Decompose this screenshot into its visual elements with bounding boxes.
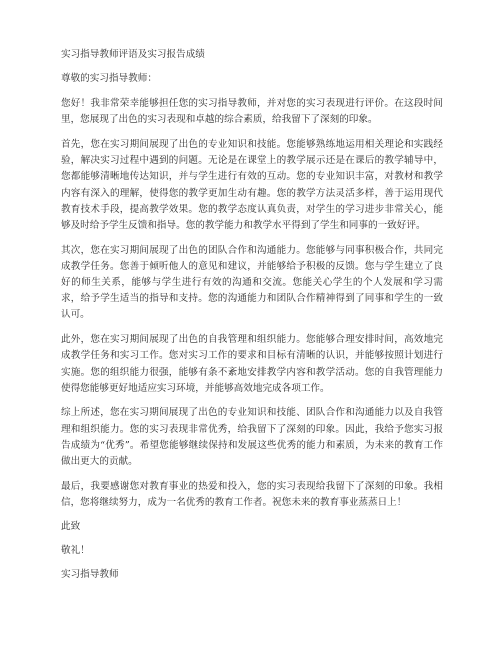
closing-cizhi: 此致 — [61, 520, 81, 532]
document-title: 实习指导教师评语及实习报告成绩 — [61, 49, 205, 60]
salutation: 尊敬的实习指导教师： — [61, 73, 157, 84]
signature: 实习指导教师 — [61, 568, 119, 580]
paragraph-summary: 综上所述，您在实习期间展现了出色的专业知识和技能、团队合作和沟通能力以及自我管理和组织能力。您的实习表现非常优秀，给我留下了深刻的印象。因此，我给予您实习报告成绩为“优秀”。希望您能够继续保持和发展这些优秀的能力和素质，为未来的教育工作做出更大的贡献。 — [61, 407, 443, 468]
paragraph-greeting: 您好！我非常荣幸能够担任您的实习指导教师，并对您的实习表现进行评价。在这段时间里，您展现了出色的实习表现和卓越的综合素质，给我留下了深刻的印象。 — [61, 98, 443, 126]
paragraph-self-management: 此外，您在实习期间展现了出色的自我管理和组织能力。您能够合理安排时间，高效地完成教学任务和实习工作。您对实习工作的要求和目标有清晰的认识，并能够按照计划进行实施。您的组织能力很强，能够有条不紊地安排教学内容和教学活动。您的自我管理能力使得您能够更好地适应实习环境，并能够高效地完成各项工作。 — [61, 334, 443, 394]
closing-jingli: 敬礼！ — [61, 544, 90, 556]
paragraph-teamwork: 其次，您在实习期间展现了出色的团队合作和沟通能力。您能够与同事积极合作，共同完成教学任务。您善于倾听他人的意见和建议，并能够给予积极的反馈。您与学生建立了良好的师生关系，能够与学生进行有效的沟通和交流。您能关心学生的个人发展和学习需求，给予学生适当的指导和支持。您的沟通能力和团队合作精神得到了同事和学生的一致认可。 — [61, 244, 443, 321]
paragraph-closing-thanks: 最后，我要感谢您对教育事业的热爱和投入，您的实习表现给我留下了深刻的印象。我相信，您将继续努力，成为一名优秀的教育工作者。祝您未来的教育事业蒸蒸日上！ — [61, 480, 443, 508]
document-page — [61, 48, 443, 592]
paragraph-professional-skills: 首先，您在实习期间展现了出色的专业知识和技能。您能够熟练地运用相关理论和实践经验，解决实习过程中遇到的问题。无论是在课堂上的教学展示还是在课后的教学辅导中，您都能够清晰地传达知识，并与学生进行有效的互动。您的专业知识丰富，对教材和教学内容有深入的理解，使得您的教学更加生动有趣。您的教学方法灵活多样，善于运用现代教育技术手段，提高教学效果。您的教学态度认真负责，对学生的学习进步非常关心，能够及时给予学生反馈和指导。您的教学能力和教学水平得到了学生和同事的一致好评。 — [61, 138, 443, 231]
